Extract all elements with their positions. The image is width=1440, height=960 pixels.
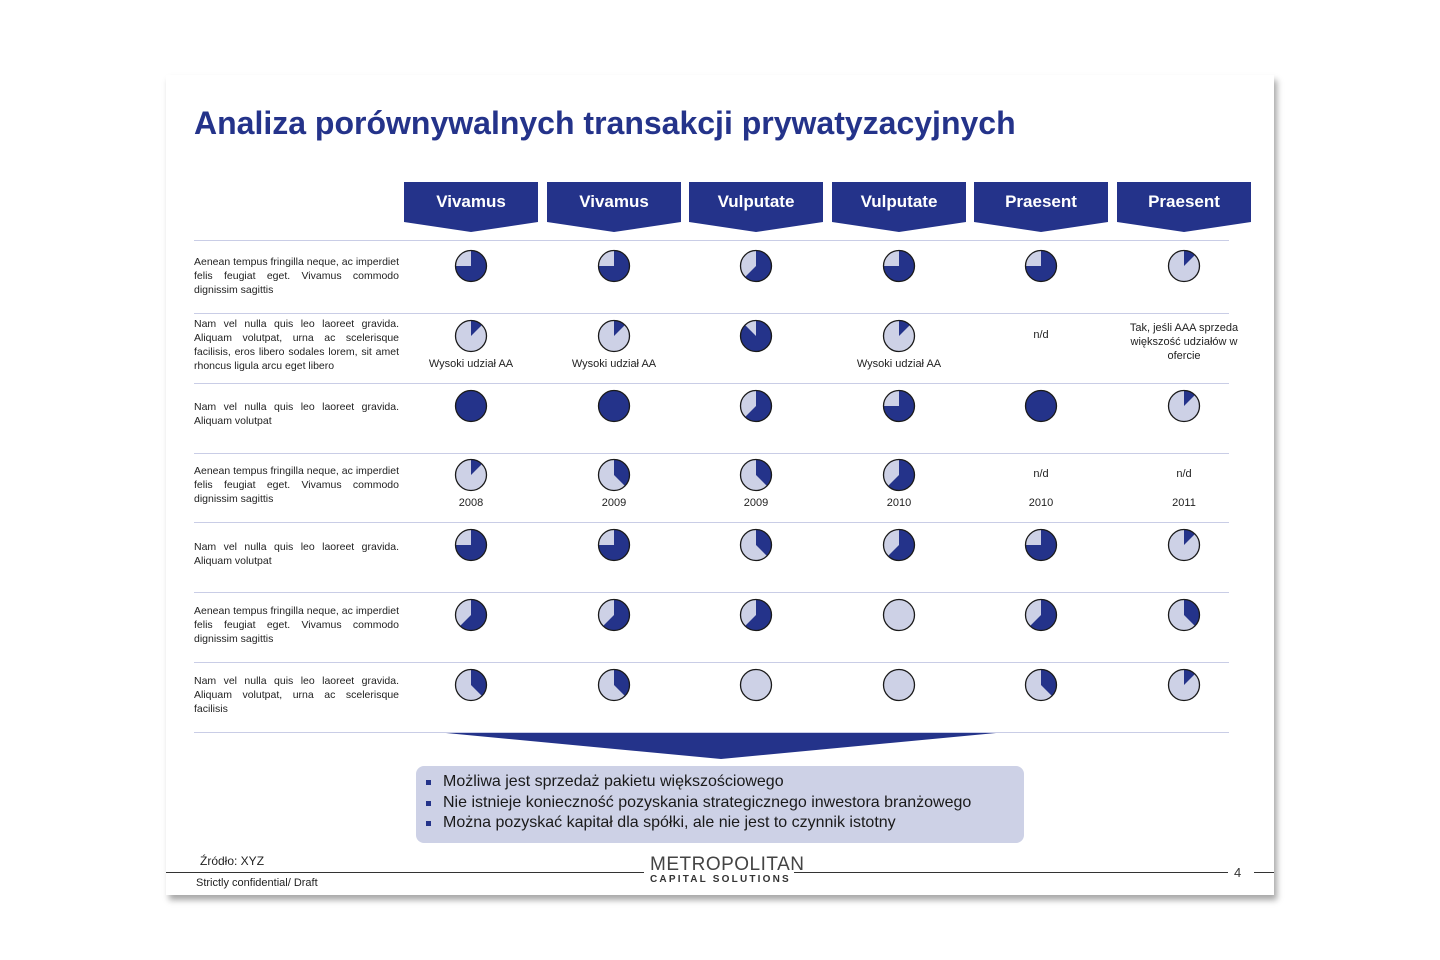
row-label: Aenean tempus fringilla neque, ac imperdiet felis feugiat eget. Vivamus commodo dignissim sagittis	[194, 256, 399, 296]
cell-caption: 2011	[1172, 497, 1196, 509]
logo-wordmark: METROPOLITAN	[650, 854, 805, 875]
harvey-ball-icon	[597, 249, 631, 283]
conclusion-box	[416, 766, 1024, 843]
harvey-ball-icon	[1024, 668, 1058, 702]
column-header-label: Vulputate	[860, 192, 938, 211]
column-header	[832, 182, 966, 234]
row-label: Nam vel nulla quis leo laoreet gravida. Aliquam volutpat, urna ac scelerisque facilisis	[194, 675, 399, 715]
column-header	[547, 182, 681, 234]
harvey-ball-icon	[597, 389, 631, 423]
cell-text: n/d	[1176, 468, 1192, 480]
cell-caption: Wysoki udział AA	[856, 358, 942, 370]
row-label: Nam vel nulla quis leo laoreet gravida. Aliquam volutpat	[194, 401, 399, 427]
source-note: Źródło: XYZ	[200, 854, 265, 868]
row-divider	[194, 592, 1229, 593]
harvey-ball-icon	[454, 319, 488, 353]
row-divider	[194, 453, 1229, 454]
page-title: Analiza porównywalnych transakcji prywatyzacyjnych	[194, 105, 1016, 141]
harvey-ball-icon	[739, 389, 773, 423]
column-header	[1117, 182, 1251, 234]
row-divider	[194, 522, 1229, 523]
column-header-label: Praesent	[1148, 192, 1220, 211]
cell-caption: 2008	[458, 497, 484, 509]
harvey-ball-icon	[739, 319, 773, 353]
slide	[166, 75, 1274, 895]
page-number: 4	[1234, 865, 1242, 880]
logo-subline: CAPITAL SOLUTIONS	[650, 874, 791, 885]
row-divider	[194, 383, 1229, 384]
harvey-ball-icon	[454, 389, 488, 423]
footer-divider	[166, 872, 644, 873]
cell-caption: Wysoki udział AA	[428, 358, 514, 370]
harvey-ball-icon	[739, 668, 773, 702]
harvey-ball-icon	[1167, 249, 1201, 283]
harvey-ball-icon	[882, 389, 916, 423]
harvey-ball-icon	[597, 458, 631, 492]
column-header-label: Vivamus	[579, 192, 649, 211]
harvey-ball-icon	[882, 319, 916, 353]
row-divider	[194, 662, 1229, 663]
down-arrow-icon	[446, 733, 996, 759]
row-label: Aenean tempus fringilla neque, ac imperdiet felis feugiat eget. Vivamus commodo dignissim sagittis	[194, 465, 399, 505]
harvey-ball-icon	[454, 458, 488, 492]
column-header-label: Vulputate	[717, 192, 795, 211]
harvey-ball-icon	[1167, 668, 1201, 702]
harvey-ball-icon	[454, 249, 488, 283]
harvey-ball-icon	[1024, 528, 1058, 562]
harvey-ball-icon	[1024, 389, 1058, 423]
cell-caption: Wysoki udział AA	[571, 358, 657, 370]
harvey-ball-icon	[739, 458, 773, 492]
harvey-ball-icon	[739, 598, 773, 632]
column-header-label: Vivamus	[436, 192, 506, 211]
harvey-ball-icon	[1167, 389, 1201, 423]
harvey-ball-icon	[597, 668, 631, 702]
row-divider	[194, 313, 1229, 314]
column-header-label: Praesent	[1005, 192, 1077, 211]
harvey-ball-icon	[882, 668, 916, 702]
column-header	[404, 182, 538, 234]
confidential-note: Strictly confidential/ Draft	[196, 877, 318, 889]
conclusion-item: Można pozyskać kapitał dla spółki, ale nie jest to czynnik istotny	[424, 813, 1024, 834]
cell-caption: 2010	[886, 497, 912, 509]
harvey-ball-icon	[597, 598, 631, 632]
harvey-ball-icon	[1024, 249, 1058, 283]
harvey-ball-icon	[597, 528, 631, 562]
column-header	[689, 182, 823, 234]
harvey-ball-icon	[739, 528, 773, 562]
cell-text: n/d	[1033, 468, 1049, 480]
column-header	[974, 182, 1108, 234]
row-label: Nam vel nulla quis leo laoreet gravida. Aliquam volutpat	[194, 541, 399, 567]
harvey-ball-icon	[1024, 598, 1058, 632]
harvey-ball-icon	[882, 458, 916, 492]
conclusion-item: Nie istnieje konieczność pozyskania strategicznego inwestora branżowego	[424, 793, 1024, 814]
conclusion-item: Możliwa jest sprzedaż pakietu większościowego	[424, 772, 1024, 793]
cell-caption: 2010	[1028, 497, 1054, 509]
harvey-ball-icon	[454, 598, 488, 632]
harvey-ball-icon	[1167, 528, 1201, 562]
cell-text: n/d	[1033, 329, 1049, 341]
harvey-ball-icon	[882, 528, 916, 562]
harvey-ball-icon	[739, 249, 773, 283]
cell-text: Tak, jeśli AAA sprzeda większość udziałów w ofercie	[1129, 322, 1239, 362]
harvey-ball-icon	[882, 598, 916, 632]
harvey-ball-icon	[882, 249, 916, 283]
cell-caption: 2009	[601, 497, 627, 509]
cell-caption: 2009	[743, 497, 769, 509]
row-label: Nam vel nulla quis leo laoreet gravida. Aliquam volutpat, urna ac scelerisque facilisis, eros libero sodales lorem, sit amet rhoncus ligula arcu eget libero	[194, 318, 399, 372]
footer-divider	[794, 872, 1228, 873]
row-divider	[194, 240, 1229, 241]
row-label: Aenean tempus fringilla neque, ac imperdiet felis feugiat eget. Vivamus commodo dignissim sagittis	[194, 605, 399, 645]
harvey-ball-icon	[597, 319, 631, 353]
harvey-ball-icon	[454, 668, 488, 702]
footer-divider	[1254, 872, 1274, 873]
harvey-ball-icon	[1167, 598, 1201, 632]
harvey-ball-icon	[454, 528, 488, 562]
